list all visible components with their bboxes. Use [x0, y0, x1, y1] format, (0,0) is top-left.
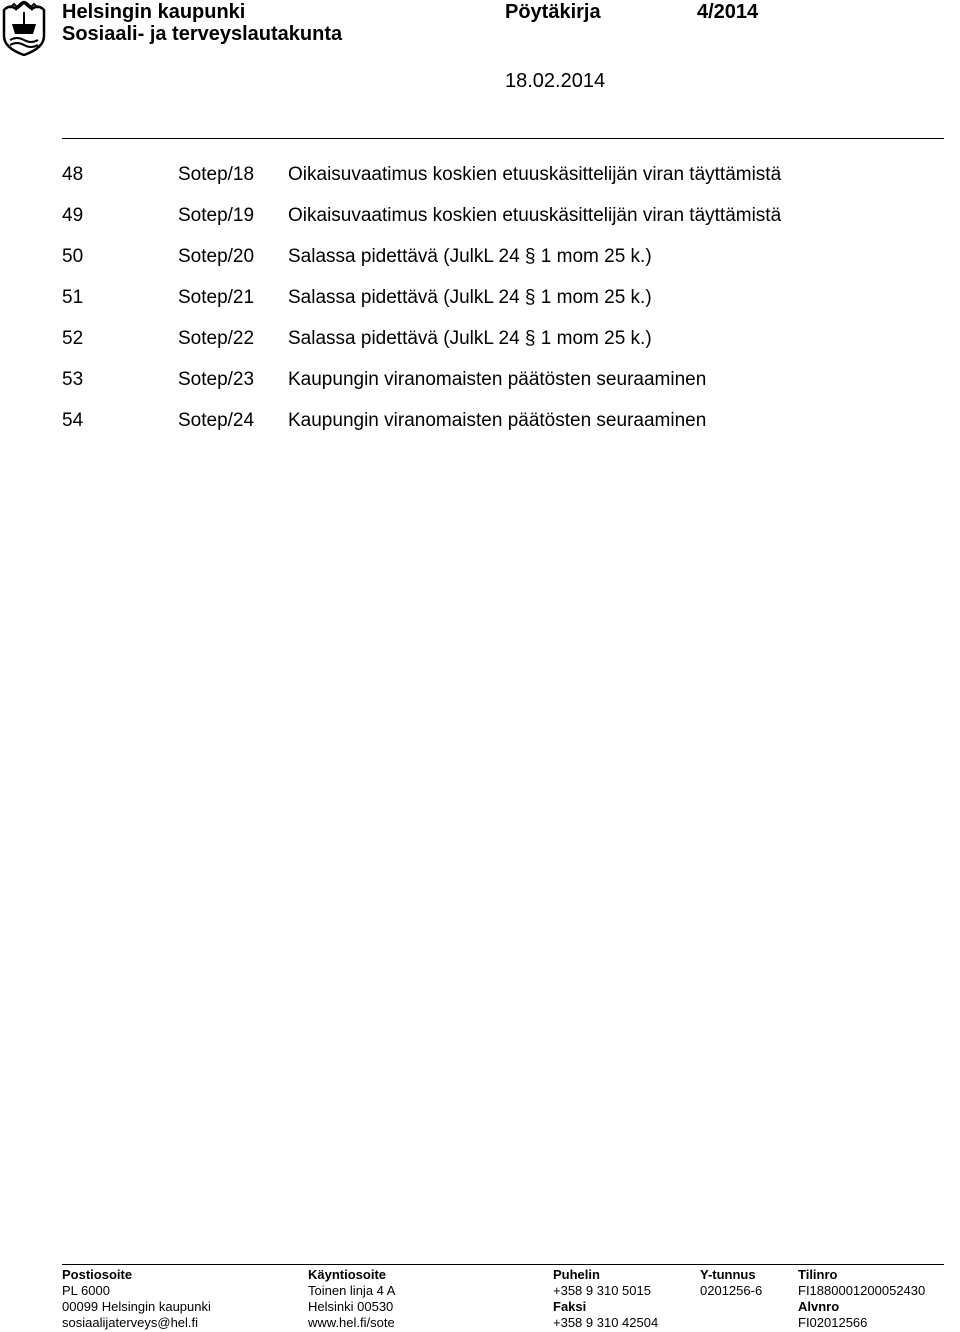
item-title: Kaupungin viranomaisten päätösten seuraaminen [288, 369, 707, 390]
footer-business-id [700, 1267, 762, 1299]
footer-value: +358 9 310 5015 [553, 1283, 651, 1298]
page-number: 4/2014 [697, 1, 759, 23]
footer-divider [62, 1264, 944, 1265]
item-code: Sotep/21 [178, 287, 255, 308]
item-number: 53 [62, 369, 84, 390]
meeting-date: 18.02.2014 [505, 70, 606, 92]
footer-label: Tilinro [798, 1267, 838, 1282]
footer-postal-address [62, 1267, 211, 1331]
footer-value: PL 6000 [62, 1283, 110, 1298]
item-number: 52 [62, 328, 84, 349]
organization-name: Helsingin kaupunki [62, 1, 246, 23]
footer-label: Puhelin [553, 1267, 600, 1282]
helsinki-crest-icon [0, 0, 48, 56]
footer-value: 00099 Helsingin kaupunki [62, 1299, 211, 1314]
footer-value: FI02012566 [798, 1315, 868, 1330]
footer-label: Postiosoite [62, 1267, 133, 1282]
footer-value: 0201256-6 [700, 1283, 763, 1298]
footer-phone [553, 1267, 658, 1331]
item-number: 49 [62, 205, 84, 226]
item-number: 48 [62, 164, 84, 185]
item-code: Sotep/18 [178, 164, 255, 185]
item-title: Salassa pidettävä (JulkL 24 § 1 mom 25 k.) [288, 328, 652, 349]
footer-label: Faksi [553, 1299, 587, 1314]
document-type: Pöytäkirja [505, 1, 601, 23]
footer-label: Alvnro [798, 1299, 840, 1314]
footer-value: Toinen linja 4 A [308, 1283, 396, 1298]
footer-label: Käyntiosoite [308, 1267, 387, 1282]
item-title: Kaupungin viranomaisten päätösten seuraaminen [288, 410, 707, 431]
item-number: 54 [62, 410, 84, 431]
footer-email[interactable]: sosiaalijaterveys@hel.fi [62, 1315, 199, 1330]
item-number: 50 [62, 246, 84, 267]
header-divider [62, 138, 944, 139]
footer-label: Y-tunnus [700, 1267, 756, 1282]
footer-account [798, 1267, 925, 1331]
item-title: Oikaisuvaatimus koskien etuuskäsittelijän viran täyttämistä [288, 164, 782, 185]
footer-value: Helsinki 00530 [308, 1299, 394, 1314]
item-code: Sotep/23 [178, 369, 255, 390]
item-title: Oikaisuvaatimus koskien etuuskäsittelijän viran täyttämistä [288, 205, 782, 226]
committee-name: Sosiaali- ja terveyslautakunta [62, 23, 343, 45]
footer-value: +358 9 310 42504 [553, 1315, 659, 1330]
item-code: Sotep/19 [178, 205, 255, 226]
item-title: Salassa pidettävä (JulkL 24 § 1 mom 25 k.) [288, 246, 652, 267]
footer-visiting-address [308, 1267, 395, 1331]
item-code: Sotep/20 [178, 246, 255, 267]
item-title: Salassa pidettävä (JulkL 24 § 1 mom 25 k.) [288, 287, 652, 308]
item-code: Sotep/24 [178, 410, 255, 431]
footer-value: FI1880001200052430 [798, 1283, 926, 1298]
footer-website[interactable]: www.hel.fi/sote [308, 1315, 395, 1330]
item-code: Sotep/22 [178, 328, 255, 349]
item-number: 51 [62, 287, 84, 308]
